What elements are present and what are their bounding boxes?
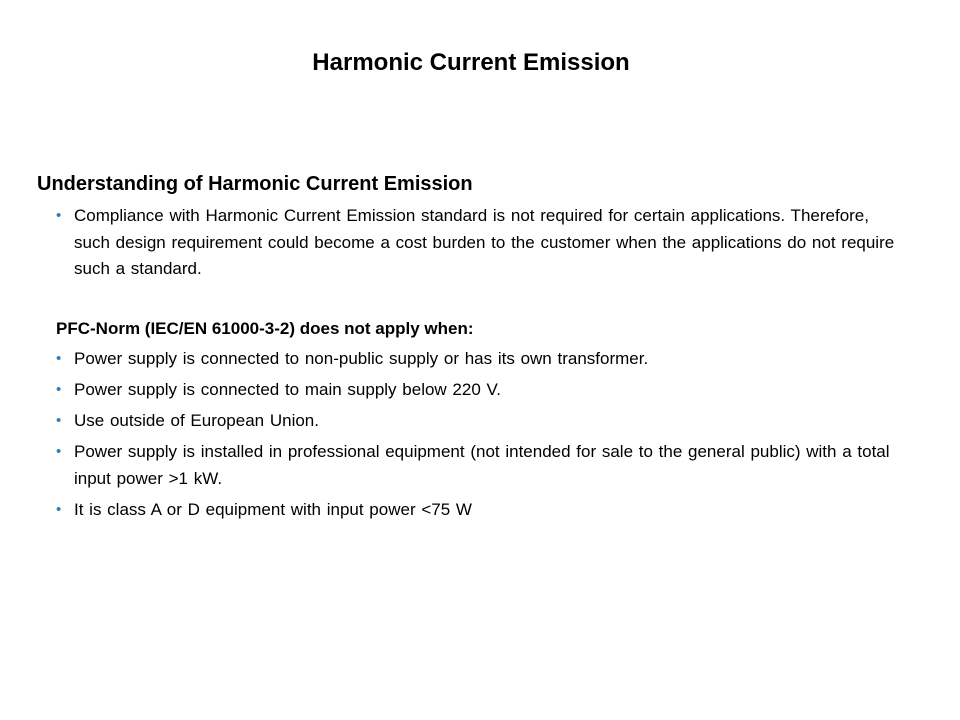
list-item xyxy=(56,439,906,492)
list-item xyxy=(56,203,906,283)
intro-bullet-list xyxy=(56,203,906,283)
bullet-icon: • xyxy=(56,443,62,460)
list-item xyxy=(56,497,906,524)
list-item xyxy=(56,377,906,404)
bullet-text: Power supply is installed in professional equipment (not intended for sale to the general public) with a total input power >1 kW. xyxy=(74,442,890,488)
bullet-icon: • xyxy=(56,412,62,429)
bullet-text: Power supply is connected to main supply below 220 V. xyxy=(74,380,502,399)
bullet-text: Compliance with Harmonic Current Emission standard is not required for certain applications. Therefore, such design requirement could become a cost burden to the customer when the applications do not require such a standard. xyxy=(74,206,895,278)
bullet-text: It is class A or D equipment with input power <75 W xyxy=(74,499,472,519)
bullet-text: Use outside of European Union. xyxy=(74,411,319,430)
conditions-subheading: PFC-Norm (IEC/EN 61000-3-2) does not apply when: xyxy=(56,319,474,338)
bullet-icon: • xyxy=(56,500,62,518)
slide-title: Harmonic Current Emission xyxy=(312,49,630,76)
list-item xyxy=(56,408,906,435)
section-heading: Understanding of Harmonic Current Emission xyxy=(37,173,473,195)
conditions-bullet-list xyxy=(56,346,906,528)
list-item xyxy=(56,346,906,373)
bullet-text: Power supply is connected to non-public supply or has its own transformer. xyxy=(74,349,649,368)
bullet-icon: • xyxy=(56,350,62,367)
bullet-icon: • xyxy=(56,381,62,398)
bullet-icon: • xyxy=(56,207,62,224)
